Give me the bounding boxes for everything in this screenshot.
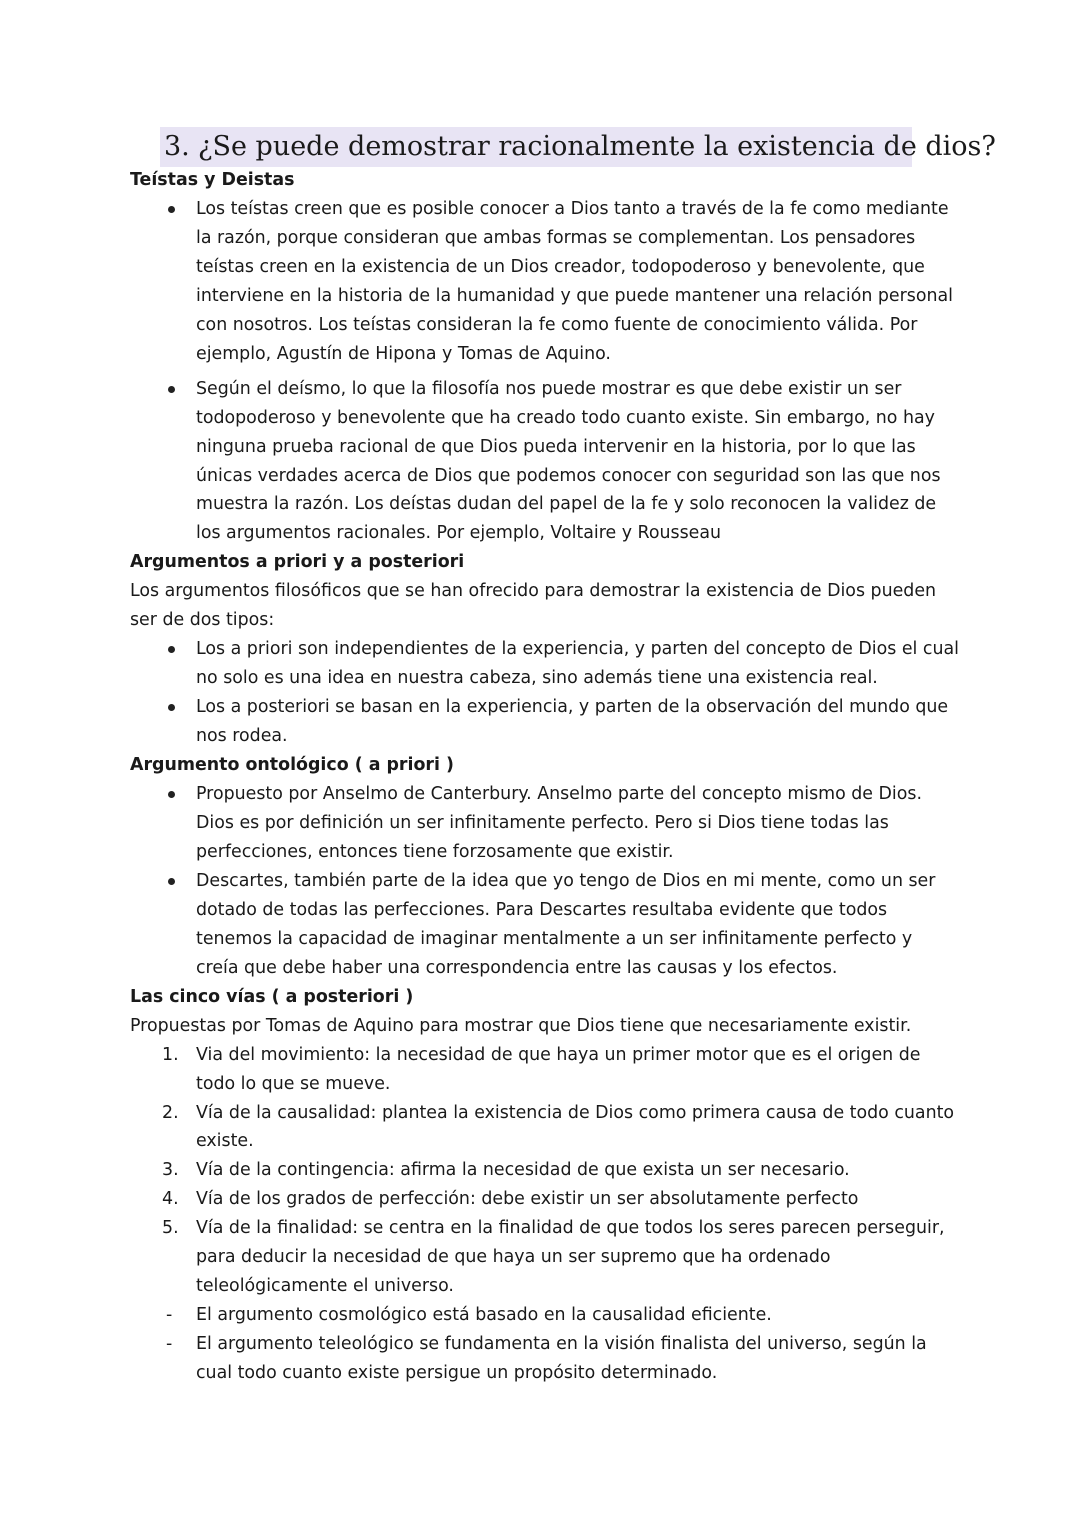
list-item bbox=[130, 1156, 960, 1185]
list-item bbox=[130, 1214, 960, 1301]
list-item bbox=[130, 1330, 960, 1388]
list-item bbox=[130, 195, 960, 369]
list-item bbox=[130, 1099, 960, 1157]
list-item-text: Vía de la finalidad: se centra en la finalidad de que todos los seres parecen perseguir, para deducir la necesidad de que haya un ser supremo que ha ordenado teleológicamente el universo. bbox=[196, 1218, 945, 1297]
list-item-text: Los teístas creen que es posible conocer a Dios tanto a través de la fe como mediante la razón, porque consideran que ambas formas se complementan. Los pensadores teístas creen en la existencia de un Dios creador, todopoderoso y benevolente, que interviene en la historia de la humanidad y que puede mantener una relación personal con nosotros. Los teístas consideran la fe como fuente de conocimiento válida. Por ejemplo, Agustín de Hipona y Tomas de Aquino. bbox=[196, 198, 953, 364]
list-number: 5. bbox=[162, 1218, 179, 1239]
list-item-text: Según el deísmo, lo que la filosofía nos puede mostrar es que debe existir un ser todopoderoso y benevolente que ha creado todo cuanto existe. Sin embargo, no hay ninguna prueba racional de que Dios pueda intervenir en la historia, por lo que las únicas verdades acerca de Dios que podemos conocer con seguridad son las que nos muestra la razón. Los deístas dudan del papel de la fe y solo reconocen la validez de los argumentos racionales. Por ejemplo, Voltaire y Rousseau bbox=[196, 378, 941, 544]
title-text: ¿Se puede demostrar racionalmente la existencia de dios? bbox=[198, 131, 996, 162]
section-heading: Argumento ontológico ( a priori ) bbox=[130, 755, 454, 776]
list-item bbox=[130, 693, 960, 751]
document-body bbox=[130, 166, 960, 1388]
list-item-text: Via del movimiento: la necesidad de que haya un primer motor que es el origen de todo lo que se mueve. bbox=[196, 1044, 921, 1094]
paragraph: Propuestas por Tomas de Aquino para mostrar que Dios tiene que necesariamente existir. bbox=[130, 1015, 912, 1036]
list-item-text: El argumento teleológico se fundamenta en la visión finalista del universo, según la cual todo cuanto existe persigue un propósito determinado. bbox=[196, 1334, 927, 1384]
section-heading: Argumentos a priori y a posteriori bbox=[130, 552, 465, 573]
list-item-text: Vía de la causalidad: plantea la existencia de Dios como primera causa de todo cuanto existe. bbox=[196, 1102, 955, 1152]
section-heading: Teístas y Deistas bbox=[130, 170, 295, 190]
page-title bbox=[160, 127, 996, 167]
list-item-text: Los a posteriori se basan en la experiencia, y parten de la observación del mundo que nos rodea. bbox=[196, 697, 949, 747]
paragraph: Los argumentos filosóficos que se han ofrecido para demostrar la existencia de Dios pueden ser de dos tipos: bbox=[130, 581, 937, 631]
bullet-list bbox=[130, 635, 960, 751]
list-item-text: Vía de la contingencia: afirma la necesidad de que exista un ser necesario. bbox=[196, 1160, 850, 1181]
section-heading: Las cinco vías ( a posteriori ) bbox=[130, 986, 414, 1007]
list-item bbox=[130, 1041, 960, 1099]
list-item-text: El argumento cosmológico está basado en la causalidad eficiente. bbox=[196, 1305, 772, 1326]
list-item bbox=[130, 780, 960, 867]
list-item bbox=[130, 867, 960, 983]
list-item bbox=[130, 375, 960, 549]
dash-marker: - bbox=[166, 1305, 173, 1326]
numbered-list bbox=[130, 1041, 960, 1302]
list-item-text: Los a priori son independientes de la experiencia, y parten del concepto de Dios el cual no solo es una idea en nuestra cabeza, sino además tiene una existencia real. bbox=[196, 639, 959, 689]
dash-list bbox=[130, 1301, 960, 1388]
list-item bbox=[130, 635, 960, 693]
title-number: 3. bbox=[164, 131, 190, 162]
list-item bbox=[130, 1185, 960, 1214]
list-number: 3. bbox=[162, 1160, 179, 1181]
list-item bbox=[130, 1301, 960, 1330]
bullet-list bbox=[130, 195, 960, 548]
list-number: 2. bbox=[162, 1102, 179, 1123]
list-number: 4. bbox=[162, 1189, 179, 1210]
list-number: 1. bbox=[162, 1044, 179, 1065]
list-item-text: Descartes, también parte de la idea que yo tengo de Dios en mi mente, como un ser dotado de todas las perfecciones. Para Descartes resultaba evidente que todos tenemos la capacidad de imaginar mentalmente a un ser infinitamente perfecto y creía que debe haber una correspondencia entre las causas y los efectos. bbox=[196, 870, 936, 978]
dash-marker: - bbox=[166, 1334, 173, 1355]
bullet-list bbox=[130, 780, 960, 983]
list-item-text: Propuesto por Anselmo de Canterbury. Anselmo parte del concepto mismo de Dios. Dios es por definición un ser infinitamente perfecto. Pero si Dios tiene todas las perfecciones, entonces tiene forzosamente que existir. bbox=[196, 784, 922, 862]
list-item-text: Vía de los grados de perfección: debe existir un ser absolutamente perfecto bbox=[196, 1189, 859, 1210]
